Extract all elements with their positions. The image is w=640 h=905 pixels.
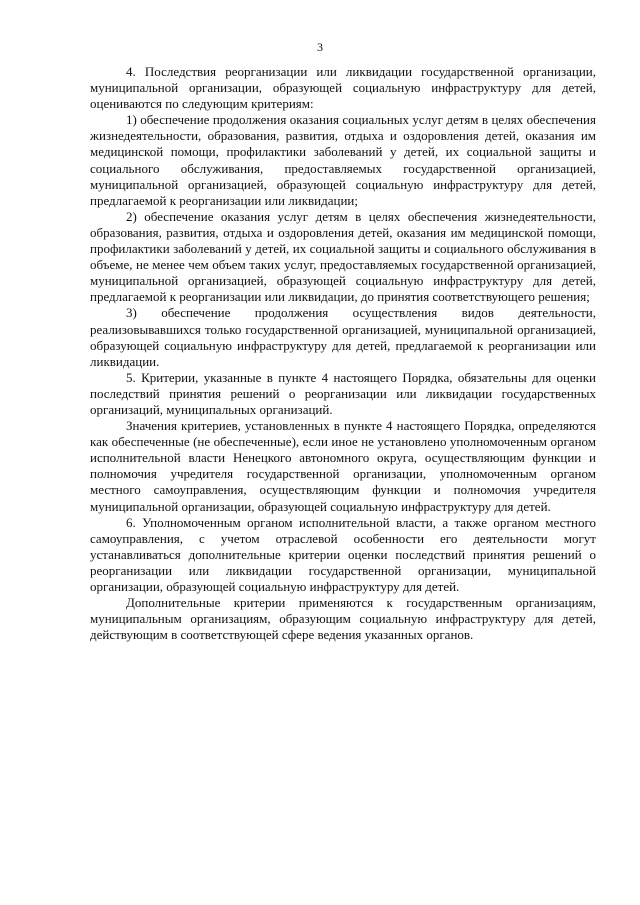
paragraph-item-4: 4. Последствия реорганизации или ликвидации государственной организации, муниципальной организации, образующей социальную инфраструктуру для детей, оцениваются по следующим критериям:: [90, 64, 596, 112]
paragraph-item-5: 5. Критерии, указанные в пункте 4 настоящего Порядка, обязательны для оценки последствий принятия решений о реорганизации или ликвидации государственных организаций, муниципальных организаций.: [90, 369, 596, 417]
paragraph-additional-criteria: Дополнительные критерии применяются к государственным организациям, муниципальным организациям, образующим социальную инфраструктуру для детей, действующим в соответствующей сфере ведения указанных органов.: [90, 595, 596, 643]
document-body: [90, 64, 596, 643]
paragraph-criteria-values: Значения критериев, установленных в пункте 4 настоящего Порядка, определяются как обеспеченные (не обеспеченные), если иное не установлено уполномоченным органом исполнительной власти Ненецкого автономного округа, осуществляющим функции и полномочия учредителя государственной организации, уполномоченным органом местного самоуправления, осуществляющим функции и полномочия учредителя муниципальной организации, образующей социальную инфраструктуру для детей.: [90, 418, 596, 514]
paragraph-criterion-1: 1) обеспечение продолжения оказания социальных услуг детям в целях обеспечения жизнедеятельности, образования, развития, отдыха и оздоровления детей, оказания им медицинской помощи, профилактики заболеваний у детей, их социальной защиты и социального обслуживания, предоставляемых государственной организацией, муниципальной организацией, образующей социальную инфраструктуру для детей, предлагаемой к реорганизации или ликвидации;: [90, 112, 596, 208]
page-number: 3: [317, 40, 323, 54]
paragraph-criterion-3: 3) обеспечение продолжения осуществления видов деятельности, реализовывавшихся только государственной организацией, муниципальной организацией, образующей социальную инфраструктуру для детей, предлагаемой к реорганизации или ликвидации.: [90, 305, 596, 369]
paragraph-item-6: 6. Уполномоченным органом исполнительной власти, а также органом местного самоуправления, с учетом отраслевой особенности его деятельности могут устанавливаться дополнительные критерии оценки последствий принятия решений о реорганизации или ликвидации государственной организации, муниципальной организации, образующей социальную инфраструктуру для детей.: [90, 514, 596, 594]
paragraph-criterion-2: 2) обеспечение оказания услуг детям в целях обеспечения жизнедеятельности, образования, развития, отдыха и оздоровления детей, оказания им медицинской помощи, профилактики заболеваний у детей, их социальной защиты и социального обслуживания в объеме, не менее чем объем таких услуг, предоставляемых государственной организацией, муниципальной организацией, образующей социальную инфраструктуру для детей, предлагаемой к реорганизации или ликвидации, до принятия соответствующего решения;: [90, 208, 596, 305]
